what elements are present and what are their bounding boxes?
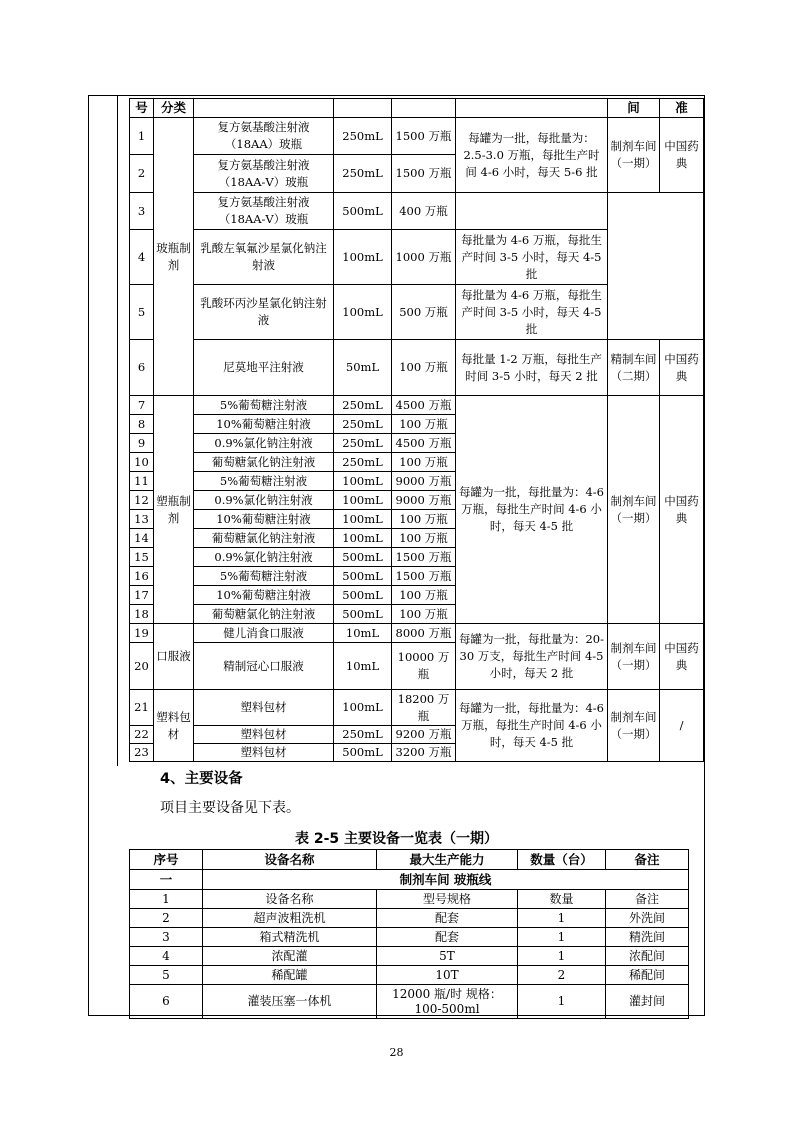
- row-spec: 50mL: [334, 340, 392, 396]
- row-spec: 100mL: [334, 285, 392, 340]
- row-name: 塑料包材: [194, 690, 334, 726]
- standard-cell: 中国药典: [660, 118, 704, 193]
- equip-cell: 外洗间: [606, 909, 689, 928]
- row-spec: 250mL: [334, 453, 392, 472]
- equip-header-capacity: 最大生产能力: [377, 850, 518, 870]
- row-name: 葡萄糖氯化钠注射液: [194, 453, 334, 472]
- equip-header-note: 备注: [606, 850, 689, 870]
- row-name: 葡萄糖氯化钠注射液: [194, 529, 334, 548]
- equip-cell: 5: [130, 966, 203, 985]
- equip-cell: 浓配灌: [203, 947, 377, 966]
- row-capacity: 9000 万瓶: [392, 491, 456, 510]
- row-capacity: 100 万瓶: [392, 586, 456, 605]
- standard-cell: 中国药典: [660, 396, 704, 624]
- equip-cell: 灌装压塞一体机: [203, 985, 377, 1019]
- row-no: 1: [130, 118, 154, 155]
- header-batch: [456, 99, 608, 118]
- paragraph: 项目主要设备见下表。: [160, 800, 300, 816]
- row-no: 22: [130, 726, 154, 744]
- row-name: 葡萄糖氯化钠注射液: [194, 605, 334, 624]
- row-name: 10%葡萄糖注射液: [194, 415, 334, 434]
- equip-cell: 1: [518, 947, 606, 966]
- row-spec: 10mL: [334, 624, 392, 643]
- table-caption: 表 2-5 主要设备一览表（一期）: [294, 831, 499, 847]
- equip-cell: 5T: [377, 947, 518, 966]
- equip-header-no: 序号: [130, 850, 203, 870]
- row-capacity: 100 万瓶: [392, 510, 456, 529]
- row-capacity: 100 万瓶: [392, 605, 456, 624]
- row-name: 5%葡萄糖注射液: [194, 472, 334, 491]
- header-standard: 准: [660, 99, 704, 118]
- equip-cell: 浓配间: [606, 947, 689, 966]
- equip-cell: 箱式精洗机: [203, 928, 377, 947]
- row-name: 塑料包材: [194, 726, 334, 744]
- equip-cell: 2: [518, 966, 606, 985]
- row-no: 7: [130, 396, 154, 415]
- row-name: 5%葡萄糖注射液: [194, 396, 334, 415]
- category-pack: 塑料包材: [154, 690, 194, 762]
- row-spec: 100mL: [334, 529, 392, 548]
- row-no: 14: [130, 529, 154, 548]
- row-spec: 500mL: [334, 548, 392, 567]
- row-spec: 250mL: [334, 726, 392, 744]
- standard-cell: 中国药典: [660, 624, 704, 690]
- equip-cell: 稀配罐: [203, 966, 377, 985]
- equipment-table: [129, 849, 689, 1019]
- equip-cell: 6: [130, 985, 203, 1019]
- row-capacity: 400 万瓶: [392, 193, 456, 230]
- row-no: 6: [130, 340, 154, 396]
- row-spec: 250mL: [334, 396, 392, 415]
- row-no: 5: [130, 285, 154, 340]
- product-table: [129, 98, 704, 762]
- header-spec: [334, 99, 392, 118]
- row-name: 乳酸左氧氟沙星氯化钠注射液: [194, 230, 334, 285]
- row-spec: 250mL: [334, 155, 392, 193]
- standard-cell: /: [660, 690, 704, 762]
- row-no: 8: [130, 415, 154, 434]
- equip-cell: 1: [518, 928, 606, 947]
- row-spec: 100mL: [334, 690, 392, 726]
- row-name: 0.9%氯化钠注射液: [194, 434, 334, 453]
- workshop-cell: 制剂车间（一期）: [608, 690, 660, 762]
- row-spec: 500mL: [334, 605, 392, 624]
- row-spec: 100mL: [334, 230, 392, 285]
- equip-cell: 配套: [377, 909, 518, 928]
- header-no: 号: [130, 99, 154, 118]
- row-capacity: 9000 万瓶: [392, 472, 456, 491]
- equip-cell: 备注: [606, 890, 689, 909]
- row-capacity: 100 万瓶: [392, 415, 456, 434]
- equip-header-name: 设备名称: [203, 850, 377, 870]
- row-capacity: 1000 万瓶: [392, 230, 456, 285]
- row-spec: 500mL: [334, 567, 392, 586]
- workshop-cell: 制剂车间（一期）: [608, 118, 660, 193]
- row-no: 15: [130, 548, 154, 567]
- row-spec: 500mL: [334, 193, 392, 230]
- row-no: 18: [130, 605, 154, 624]
- equip-cell: 1: [518, 985, 606, 1019]
- row-name: 乳酸环丙沙星氯化钠注射液: [194, 285, 334, 340]
- equip-cell: 3: [130, 928, 203, 947]
- row-capacity: 100 万瓶: [392, 529, 456, 548]
- row-capacity: 9200 万瓶: [392, 726, 456, 744]
- workshop-cell: 精制车间（二期）: [608, 340, 660, 396]
- category-oral: 口服液: [154, 624, 194, 690]
- header-workshop: 间: [608, 99, 660, 118]
- row-capacity: 1500 万瓶: [392, 155, 456, 193]
- page-number: 28: [389, 1046, 404, 1059]
- category-glass: 玻瓶制剂: [154, 118, 194, 396]
- frame-left-rule: [117, 95, 118, 766]
- equip-cell: 数量: [518, 890, 606, 909]
- equip-cell: 12000 瓶/时 规格：100-500ml: [377, 985, 518, 1019]
- row-no: 2: [130, 155, 154, 193]
- equip-cell: 10T: [377, 966, 518, 985]
- row-capacity: 3200 万瓶: [392, 744, 456, 762]
- row-spec: 500mL: [334, 744, 392, 762]
- header-capacity: [392, 99, 456, 118]
- batch-note: 每罐为一批，每批量为：4-6 万瓶，每批生产时间 4-6 小时，每天 4-5 批: [456, 396, 608, 624]
- row-no: 20: [130, 643, 154, 690]
- header-category: 分类: [154, 99, 194, 118]
- row-capacity: 4500 万瓶: [392, 434, 456, 453]
- category-plastic: 塑瓶制剂: [154, 396, 194, 624]
- row-name: 0.9%氯化钠注射液: [194, 491, 334, 510]
- equip-group-title: 制剂车间 玻瓶线: [203, 870, 689, 890]
- row-spec: 500mL: [334, 586, 392, 605]
- batch-note: 每罐为一批，每批量为：4-6 万瓶，每批生产时间 4-6 小时，每天 4-5 批: [456, 690, 608, 762]
- row-capacity: 500 万瓶: [392, 285, 456, 340]
- row-name: 尼莫地平注射液: [194, 340, 334, 396]
- batch-note: 每批量为 4-6 万瓶，每批生产时间 3-5 小时，每天 4-5 批: [456, 230, 608, 285]
- section-heading: 4、主要设备: [160, 771, 243, 787]
- row-spec: 10mL: [334, 643, 392, 690]
- equip-cell: 2: [130, 909, 203, 928]
- row-name: 10%葡萄糖注射液: [194, 586, 334, 605]
- equip-cell: 稀配间: [606, 966, 689, 985]
- row-capacity: 10000 万瓶: [392, 643, 456, 690]
- row-name: 健儿消食口服液: [194, 624, 334, 643]
- row-name: 复方氨基酸注射液（18AA-Ⅴ）玻瓶: [194, 193, 334, 230]
- workshop-standard-empty: [608, 193, 704, 340]
- row-capacity: 100 万瓶: [392, 453, 456, 472]
- standard-cell: 中国药典: [660, 340, 704, 396]
- equip-header-qty: 数量（台）: [518, 850, 606, 870]
- row-no: 4: [130, 230, 154, 285]
- row-spec: 250mL: [334, 434, 392, 453]
- row-name: 复方氨基酸注射液（18AA-Ⅴ）玻瓶: [194, 155, 334, 193]
- row-no: 9: [130, 434, 154, 453]
- row-capacity: 100 万瓶: [392, 340, 456, 396]
- equip-cell: 1: [130, 890, 203, 909]
- row-no: 19: [130, 624, 154, 643]
- row-spec: 100mL: [334, 472, 392, 491]
- batch-note: 每批量 1-2 万瓶，每批生产时间 3-5 小时，每天 2 批: [456, 340, 608, 396]
- row-capacity: 1500 万瓶: [392, 567, 456, 586]
- equip-cell: 型号规格: [377, 890, 518, 909]
- workshop-cell: 制剂车间（一期）: [608, 624, 660, 690]
- row-name: 10%葡萄糖注射液: [194, 510, 334, 529]
- batch-note: 每批量为 4-6 万瓶，每批生产时间 3-5 小时，每天 4-5 批: [456, 285, 608, 340]
- row-name: 复方氨基酸注射液（18AA）玻瓶: [194, 118, 334, 155]
- row-capacity: 18200 万瓶: [392, 690, 456, 726]
- equip-cell: 精洗间: [606, 928, 689, 947]
- row-capacity: 8000 万瓶: [392, 624, 456, 643]
- row-name: 0.9%氯化钠注射液: [194, 548, 334, 567]
- header-name: [194, 99, 334, 118]
- row-name: 5%葡萄糖注射液: [194, 567, 334, 586]
- equip-cell: 灌封间: [606, 985, 689, 1019]
- row-no: 12: [130, 491, 154, 510]
- row-no: 13: [130, 510, 154, 529]
- row-spec: 250mL: [334, 415, 392, 434]
- batch-note: 每罐为一批，每批量为：2.5-3.0 万瓶，每批生产时间 4-6 小时，每天 5-6 批: [456, 118, 608, 193]
- row-name: 精制冠心口服液: [194, 643, 334, 690]
- row-name: 塑料包材: [194, 744, 334, 762]
- row-no: 21: [130, 690, 154, 726]
- batch-note-empty: [456, 193, 608, 230]
- equip-cell: 1: [518, 909, 606, 928]
- equip-cell: 设备名称: [203, 890, 377, 909]
- row-spec: 250mL: [334, 118, 392, 155]
- row-capacity: 1500 万瓶: [392, 118, 456, 155]
- row-spec: 100mL: [334, 510, 392, 529]
- row-no: 11: [130, 472, 154, 491]
- row-capacity: 1500 万瓶: [392, 548, 456, 567]
- equip-cell: 配套: [377, 928, 518, 947]
- row-spec: 100mL: [334, 491, 392, 510]
- equip-cell: 超声波粗洗机: [203, 909, 377, 928]
- row-no: 23: [130, 744, 154, 762]
- row-no: 16: [130, 567, 154, 586]
- row-no: 3: [130, 193, 154, 230]
- batch-note: 每罐为一批，每批量为：20-30 万支，每批生产时间 4-5 小时，每天 2 批: [456, 624, 608, 690]
- equip-group-no: 一: [130, 870, 203, 890]
- row-capacity: 4500 万瓶: [392, 396, 456, 415]
- row-no: 17: [130, 586, 154, 605]
- equip-cell: 4: [130, 947, 203, 966]
- workshop-cell: 制剂车间（一期）: [608, 396, 660, 624]
- row-no: 10: [130, 453, 154, 472]
